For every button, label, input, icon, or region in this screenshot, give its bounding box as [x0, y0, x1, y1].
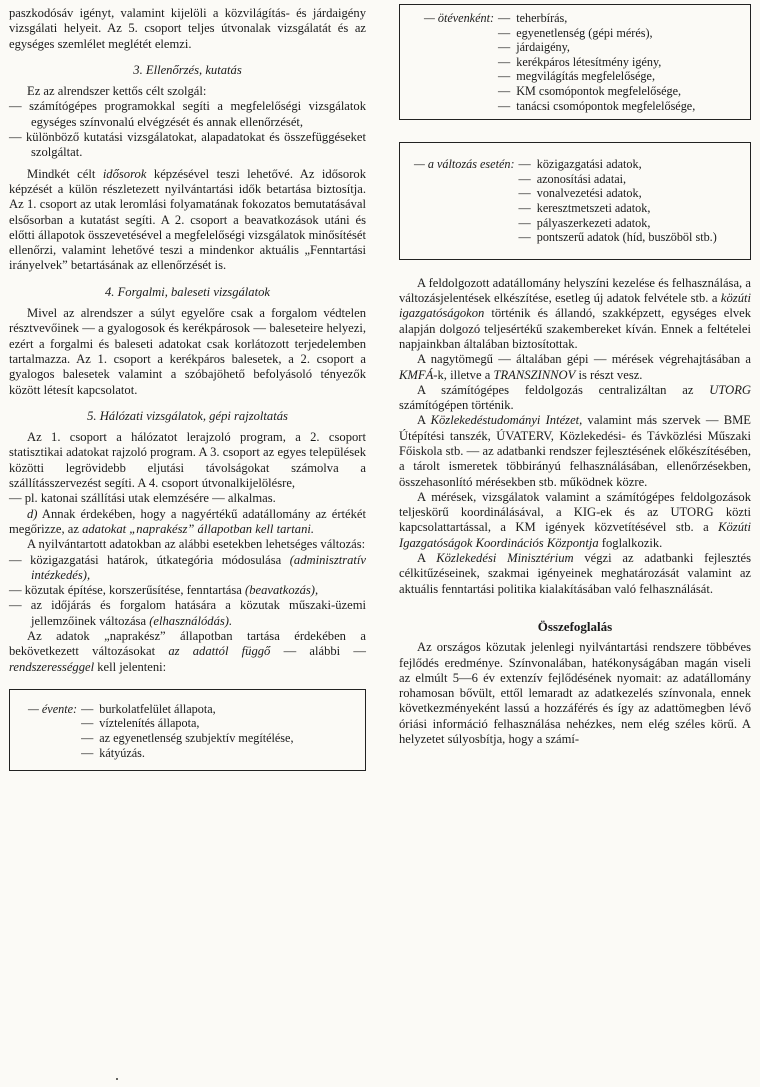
paragraph: Az adatok „naprakész” állapotban tartása érdekében a bekövetkezett változásokat az adattól függő — alábbi — rendszerességgel kell jelenteni:	[9, 628, 366, 674]
paragraph: A Közlekedési Minisztérium végzi az adatbanki fejlesztés célkitűzéseinek, szakmai igényeinek meghatározását valamint az aktuális fenntartási politika kialakításában való felhasználását.	[399, 551, 751, 596]
box-item: burkolatfelület állapota,	[99, 701, 216, 716]
reporting-box-yearly: — évente: — burkolatfelület állapota, — víztelenítés állapota, — az egyenetlenség szubjektív megítélése, — kátyúzás.	[9, 689, 366, 771]
box-item: azonosítási adatai,	[536, 171, 627, 186]
summary-heading: Összefoglalás	[537, 618, 613, 634]
paragraph: A nagytömegű — általában gépi — mérések végrehajtásában a KMFÁ-k, illetve a TRANSZINNOV is részt vesz.	[399, 352, 751, 382]
box-item: pályaszerkezeti adatok,	[536, 215, 651, 230]
box-item: az egyenetlenség szubjektív megítélése,	[99, 731, 294, 746]
box-label: — évente:	[28, 701, 78, 716]
paragraph: Az 1. csoport a hálózatot lerajzoló program, a 2. csoport statisztikai adatokat rajzoló program. A 3. csoport az egyes települések közötti legrövidebb eljutási távolságokat számolva a szállításszervezést segíti. A 4. csoport útvonalkijelölésre,	[9, 430, 366, 491]
paragraph: A nyilvántartott adatokban az alábbi esetekben lehetséges változás:	[27, 537, 366, 552]
reporting-box-five-yearly: — ötévenként: — teherbírás, — egyenetlenség (gépi mérés), — járdaigény, — kerékpáros létesítmény igény, — megvilágítás megfelelősége, — KM csomópontok megfelelősége, — tanácsi csomópontok megfelelősége,	[399, 4, 751, 120]
list-item: — különböző kutatási vizsgálatokat, alapadatokat és összefüggéseket szolgáltat.	[9, 130, 366, 160]
box-item: közigazgatási adatok,	[536, 157, 642, 172]
paragraph: Mindkét célt idősorok képzésével teszi lehetővé. Az idősorok képzését a külön részletezett nyilvántartási idők betartása biztosítja. Az 1. csoport az utak leromlási folyamatának fokozatos bemutatásával elsősorban a kutatást segíti. A 2. csoport a beavatkozások utáni és előtti állapotok összevetésével a megfelelőségi vizsgálatok minősítését ellenőrzi, valamint lehetővé teszi a mindenkor aktuális „Fenntartási irányelvek” betartásának az ellenőrzését is.	[9, 166, 367, 273]
box-label: — ötévenként:	[424, 11, 495, 25]
box-item: KM csomópontok megfelelősége,	[516, 83, 682, 98]
paragraph: Mivel az alrendszer a súlyt egyelőre csak a forgalom védtelen résztvevőinek — a gyalogosok és kerékpárosok — baleseteire helyezi, ezért a forgalmi és baleseti adatokat csak korlátozott terjedelemben tartalmazza. Az 1. csoport a kerékpáros balesetek, a 2. csoport a gyalogos balesetek valamint a szóbajöhető befolyásoló tényezők között létesít kapcsolatot.	[9, 306, 366, 397]
section-heading-5: 5. Hálózati vizsgálatok, gépi rajzoltatás	[87, 408, 288, 423]
page-dot	[116, 1078, 118, 1080]
paragraph: Az országos közutak jelenlegi nyilvántartási rendszere többéves fejlődés eredménye. Színvonalában, hatékonyságában magán viseli az elmúlt 5—6 év extenzív fejlődésének nyomait: az adatállomány rohamosan bővült, ettől lemaradt az adatkezelés színvonala, ennek következményeként lassú a hozzáférés és így az adattömegben lévő óriási információ felhasználása nehézkes, nem elég széles körű. A helyzetet súlyosbítja, hogy a számí-	[399, 640, 751, 747]
paragraph: d) Annak érdekében, hogy a nagyértékű adatállomány az értékét megőrizze, az adatokat „naprakész” állapotban kell tartani.	[9, 506, 366, 536]
list-item: — pl. katonai szállítási utak elemzésére — alkalmas.	[9, 491, 276, 506]
box-item: teherbírás,	[516, 11, 568, 25]
paragraph: A feldolgozott adatállomány helyszíni kezelése és felhasználása, a változásjelentések elkészítése, esetleg új adatok felvétele stb. a közúti igazgatóságokon történik és állandó, szakképzett, egységes elvek alapján dolgozó teljesértékű szakembereket kíván. Ennek a feltételei napjainkban általában biztosítottak.	[399, 275, 751, 351]
list-item: — számítógépes programokkal segíti a megfelelőségi vizsgálatok egységes színvonalú elvégzését és annak ellenőrzését,	[9, 99, 366, 129]
list-item: — az időjárás és forgalom hatására a közutak műszaki-üzemi jellemzőinek változása (elhasználódás).	[9, 598, 366, 628]
reporting-box-on-change: — a változás esetén: — közigazgatási adatok, — azonosítási adatai, — vonalvezetési adatok, — keresztmetszeti adatok, — pályaszerkezeti adatok, — pontszerű adatok (híd, buszöböl stb.)	[399, 142, 751, 260]
box-item: megvilágítás megfelelősége,	[516, 69, 655, 84]
paragraph: A Közlekedéstudományi Intézet, valamint más szervek — BME Útépítési tanszék, ÚVATERV, Közlekedési- és Távközlési Műszaki Főiskola stb. — az adatbanki rendszer fejlesztésének előkészítésében, a tárolt ismeretek többirányú felhasználásában, ellenőrzésekben, összehasonlító mérésekben stb. működnek közre.	[399, 413, 751, 489]
list-item: — közutak építése, korszerűsítése, fenntartása (beavatkozás),	[9, 583, 319, 598]
paragraph: paszkodósáv igényt, valamint kijelöli a közvilágítás- és járdaigény vizsgálati helyeit. Az 5. csoport teljes útvonalak vizsgálatát és az egységes szemlélet meglétét elemzi.	[9, 6, 366, 51]
list-item: — közigazgatási határok, útkategória módosulása (adminisztratív intézkedés),	[9, 552, 366, 582]
paragraph: Ez az alrendszer kettős célt szolgál:	[27, 84, 207, 99]
box-item: pontszerű adatok (híd, buszöböl stb.)	[536, 230, 717, 245]
box-item: járdaigény,	[516, 40, 570, 55]
paragraph: A számítógépes feldolgozás centralizáltan az UTORG számítógépen történik.	[399, 382, 751, 413]
right-column	[399, 6, 751, 747]
box-item: egyenetlenség (gépi mérés),	[516, 25, 653, 40]
box-item: kerékpáros létesítmény igény,	[516, 54, 662, 69]
section-heading-4: 4. Forgalmi, baleseti vizsgálatok	[105, 284, 270, 299]
box-label: — a változás esetén:	[414, 157, 515, 172]
section-heading-3: 3. Ellenőrzés, kutatás	[133, 62, 242, 77]
left-column	[9, 6, 366, 771]
box-item: kátyúzás.	[99, 745, 145, 760]
box-item: keresztmetszeti adatok,	[536, 200, 651, 215]
box-item: vonalvezetési adatok,	[536, 186, 642, 201]
box-item: víztelenítés állapota,	[99, 716, 200, 731]
paragraph: A mérések, vizsgálatok valamint a számítógépes feldolgozások teljeskörű koordinálásával, a KIG-ek és az UTORG közti kapcsolattartással, a KM igények közvetítésével stb. a Közúti Igazgatóságok Koordinációs Központja foglalkozik.	[399, 489, 751, 550]
box-item: tanácsi csomópontok megfelelősége,	[516, 98, 696, 113]
